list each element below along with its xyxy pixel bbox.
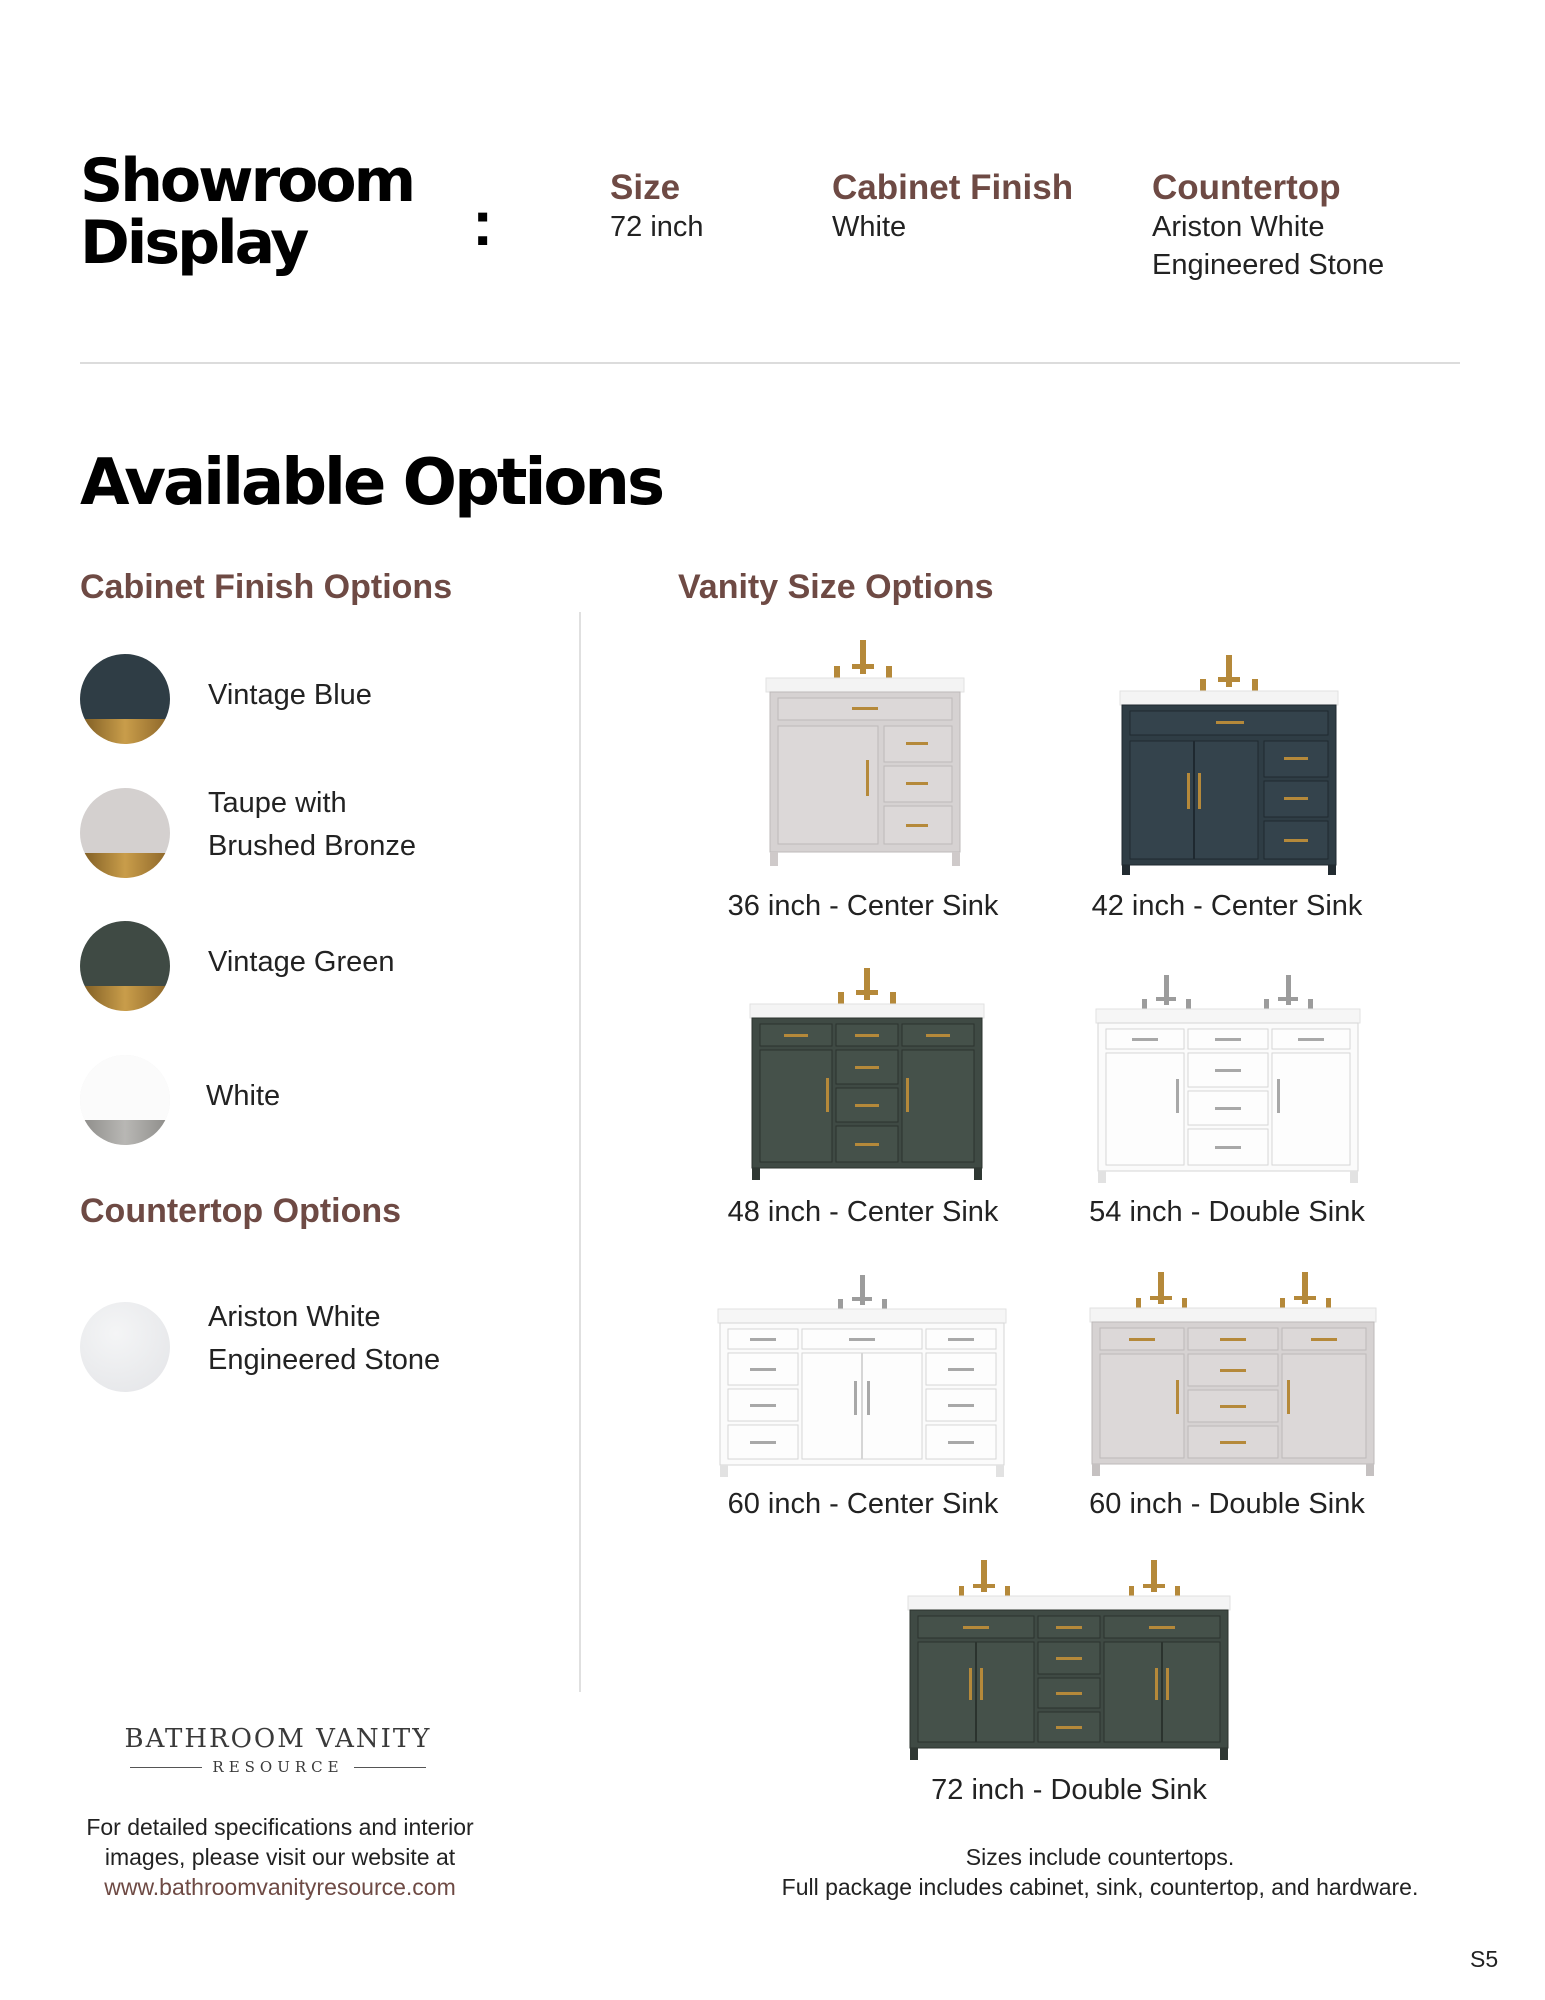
page-number: S5 bbox=[1470, 1946, 1499, 1972]
spec-countertop-value-line-1: Ariston White bbox=[1152, 211, 1325, 243]
vanity-label-36-center: 36 inch - Center Sink bbox=[727, 890, 999, 922]
countertop-option-ariston-white[interactable] bbox=[80, 1302, 170, 1392]
vanity-label-48-center: 48 inch - Center Sink bbox=[727, 1196, 999, 1228]
vanity-image-60-center[interactable] bbox=[716, 1275, 1008, 1477]
countertop-label-line-2: Engineered Stone bbox=[208, 1344, 441, 1376]
finish-label-vintage-blue-line-1: Vintage Blue bbox=[208, 679, 372, 711]
footer-note bbox=[700, 1842, 1500, 1902]
spec-countertop-value-line-2: Engineered Stone bbox=[1152, 249, 1385, 281]
brand-logo-line-2: RESOURCE bbox=[212, 1758, 344, 1776]
vanity-label-60-double: 60 inch - Double Sink bbox=[1089, 1488, 1365, 1520]
vanity-label-54-double: 54 inch - Double Sink bbox=[1089, 1196, 1365, 1228]
footer-info-line-1: For detailed specifications and interior bbox=[86, 1814, 474, 1840]
finish-label-white bbox=[206, 1075, 280, 1118]
finish-label-vintage-blue bbox=[208, 674, 372, 717]
spec-countertop bbox=[1152, 168, 1384, 284]
vanity-image-72-double[interactable] bbox=[906, 1560, 1232, 1760]
finish-option-vintage-green[interactable] bbox=[80, 921, 170, 1011]
vanity-image-48-center[interactable] bbox=[748, 968, 986, 1180]
footer-info bbox=[40, 1812, 520, 1902]
logo-rule-right bbox=[354, 1767, 426, 1768]
vanity-image-42-center[interactable] bbox=[1118, 655, 1340, 875]
finish-label-vintage-green bbox=[208, 941, 395, 984]
countertop-options-heading: Countertop Options bbox=[80, 1192, 402, 1230]
finish-option-vintage-blue[interactable] bbox=[80, 654, 170, 744]
finish-label-taupe-bronze bbox=[208, 782, 416, 868]
finish-label-taupe-bronze-line-2: Brushed Bronze bbox=[208, 830, 416, 862]
footer-info-line-2: images, please visit our website at bbox=[104, 1844, 456, 1870]
countertop-label-line-1: Ariston White bbox=[208, 1301, 381, 1333]
spec-size bbox=[610, 168, 704, 246]
swatch-ariston-white bbox=[80, 1302, 170, 1392]
swatch-vintage-blue bbox=[80, 654, 170, 744]
swatch-taupe-bronze bbox=[80, 788, 170, 878]
finish-option-taupe-bronze[interactable] bbox=[80, 788, 170, 878]
finish-label-taupe-bronze-line-1: Taupe with bbox=[208, 787, 347, 819]
countertop-label-ariston-white bbox=[208, 1296, 440, 1382]
column-divider bbox=[579, 612, 581, 1692]
available-options-heading: Available Options bbox=[80, 446, 663, 520]
vanity-image-36-center[interactable] bbox=[760, 640, 970, 870]
footer-note-line-2: Full package includes cabinet, sink, countertop, and hardware. bbox=[781, 1874, 1419, 1900]
spec-countertop-label: Countertop bbox=[1152, 168, 1341, 207]
finish-label-vintage-green-line-1: Vintage Green bbox=[208, 946, 395, 978]
cabinet-finish-options-heading: Cabinet Finish Options bbox=[80, 568, 453, 606]
spec-cabinet-finish-value: White bbox=[832, 211, 907, 243]
vanity-label-72-double: 72 inch - Double Sink bbox=[931, 1774, 1207, 1806]
footer-note-line-1: Sizes include countertops. bbox=[965, 1844, 1235, 1870]
finish-option-white[interactable] bbox=[80, 1055, 170, 1145]
vanity-image-60-double[interactable] bbox=[1088, 1272, 1378, 1478]
spec-size-label: Size bbox=[610, 168, 681, 207]
brand-logo-line-1: BATHROOM VANITY bbox=[124, 1724, 432, 1754]
swatch-white bbox=[80, 1055, 170, 1145]
finish-label-white-line-1: White bbox=[206, 1080, 281, 1112]
website-link[interactable]: www.bathroomvanityresource.com bbox=[104, 1874, 456, 1900]
page-title-line-1: Showroom bbox=[80, 146, 414, 216]
brand-logo[interactable] bbox=[108, 1724, 448, 1776]
page-title-line-2: Display bbox=[80, 208, 307, 278]
logo-rule-left bbox=[130, 1767, 202, 1768]
vanity-image-54-double[interactable] bbox=[1094, 975, 1362, 1185]
brand-logo-subline bbox=[108, 1758, 448, 1776]
vanity-label-60-center: 60 inch - Center Sink bbox=[727, 1488, 999, 1520]
page-title bbox=[80, 146, 414, 278]
spec-cabinet-finish-label: Cabinet Finish bbox=[832, 168, 1074, 207]
vanity-size-options-heading: Vanity Size Options bbox=[678, 568, 994, 606]
title-colon: : bbox=[472, 187, 494, 259]
spec-size-value: 72 inch bbox=[610, 211, 704, 243]
vanity-label-42-center: 42 inch - Center Sink bbox=[1091, 890, 1363, 922]
header-divider bbox=[80, 362, 1460, 364]
swatch-vintage-green bbox=[80, 921, 170, 1011]
spec-cabinet-finish bbox=[832, 168, 1073, 246]
